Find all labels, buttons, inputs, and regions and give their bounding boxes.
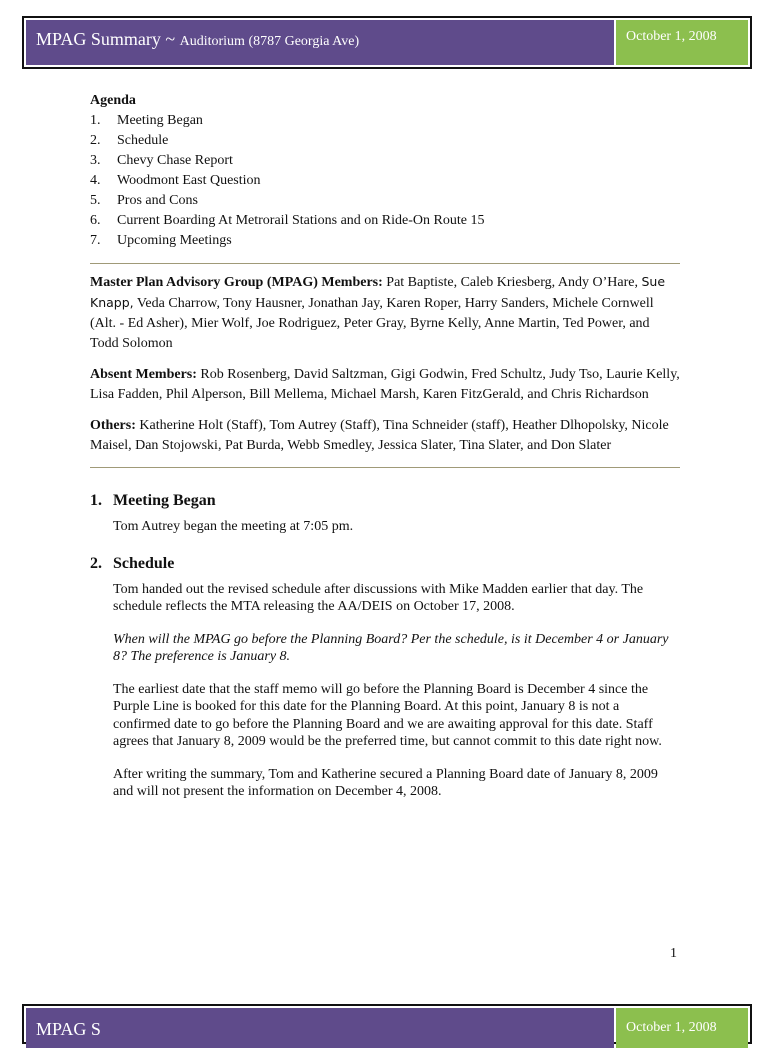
absent-members-label: Absent Members:: [90, 367, 197, 382]
agenda-item: [90, 191, 680, 211]
section-question: When will the MPAG go before the Planning Board? Per the schedule, is it December 4 or January 8? The preference is January 8.: [113, 631, 669, 664]
header-title: MPAG S: [36, 1019, 101, 1039]
section-title: Meeting Began: [113, 492, 216, 509]
section-body: [113, 581, 680, 801]
agenda-item-text: Upcoming Meetings: [117, 233, 232, 248]
section-paragraph: After writing the summary, Tom and Katherine secured a Planning Board date of January 8, 2009 and will not present the information on December 4, 2008.: [113, 766, 658, 799]
header-date-bar: [616, 1008, 748, 1048]
section-divider: [90, 467, 680, 468]
absent-members-names: Rob Rosenberg, David Saltzman, Gigi Godwin, Fred Schultz, Judy Tso, Laurie Kelly, Lisa Fadden, Phil Alperson, Bill Mellema, Michael Marsh, Karen FitzGerald, and Chris Richardson: [90, 367, 680, 402]
agenda-item-text: Chevy Chase Report: [117, 153, 233, 168]
absent-members-paragraph: [90, 365, 680, 405]
agenda-section: [90, 91, 680, 251]
header-title-bar: [26, 1008, 614, 1048]
document-body: [90, 91, 680, 801]
header-date-bar: [616, 20, 748, 65]
agenda-item-number: 3.: [90, 153, 101, 168]
section-title: Schedule: [113, 554, 175, 572]
section-paragraph: The earliest date that the staff memo will go before the Planning Board is December 4 since the Purple Line is booked for this date for the Planning Board. At this point, January 8 is not a confirmed date to go before the Planning Board and we are awaiting approval for this date. Staff agrees that January 8, 2009 would be the preferred time, but cannot commit to this date right now.: [113, 681, 662, 749]
agenda-item-number: 4.: [90, 173, 101, 188]
agenda-item: [90, 131, 680, 151]
agenda-item-text: Current Boarding At Metrorail Stations and on Ride-On Route 15: [117, 213, 485, 228]
header-title-bar: [26, 20, 614, 65]
agenda-item-text: Woodmont East Question: [117, 173, 261, 188]
agenda-item: [90, 211, 680, 231]
section-number: 2.: [90, 554, 102, 572]
others-paragraph: [90, 416, 680, 456]
agenda-item-text: Schedule: [117, 133, 169, 148]
section-schedule: [90, 554, 680, 801]
members-names-a: Pat Baptiste, Caleb Kriesberg, Andy O’Hare,: [386, 275, 638, 290]
section-body: [113, 518, 680, 536]
section-number: 1.: [90, 492, 102, 509]
section-heading: [90, 491, 680, 511]
members-names-b: Sue Knapp,: [90, 274, 666, 310]
section-meeting-began: [90, 491, 680, 536]
page-header: [22, 16, 752, 69]
next-page-header: [22, 1004, 752, 1044]
others-label: Others:: [90, 418, 136, 433]
agenda-heading: Agenda: [90, 93, 136, 108]
members-paragraph: [90, 272, 680, 354]
header-date: October 1, 2008: [626, 29, 717, 44]
header-date: October 1, 2008: [626, 1020, 717, 1035]
agenda-item-number: 2.: [90, 133, 101, 148]
agenda-list: [90, 111, 680, 251]
page-number: 1: [670, 946, 677, 961]
header-title-main: MPAG Summary ~: [36, 29, 176, 49]
header-title: [36, 28, 359, 53]
agenda-item-text: Pros and Cons: [117, 193, 198, 208]
section-heading: [90, 554, 680, 574]
agenda-item-number: 1.: [90, 113, 101, 128]
header-location: Auditorium (8787 Georgia Ave): [179, 34, 360, 49]
agenda-item: [90, 231, 680, 251]
agenda-item-number: 7.: [90, 233, 101, 248]
section-divider: [90, 263, 680, 264]
agenda-item-text: Meeting Began: [117, 113, 203, 128]
members-names-c: Veda Charrow, Tony Hausner, Jonathan Jay, Karen Roper, Harry Sanders, Michele Cornwell (Alt. - Ed Asher), Mier Wolf, Joe Rodriguez, Peter Gray, Byrne Kelly, Anne Martin, Ted Power, and Todd Solomon: [90, 296, 654, 351]
section-paragraph: Tom Autrey began the meeting at 7:05 pm.: [113, 519, 354, 534]
agenda-item: [90, 151, 680, 171]
members-label: Master Plan Advisory Group (MPAG) Members:: [90, 275, 383, 290]
agenda-item-number: 6.: [90, 213, 101, 228]
section-paragraph: Tom handed out the revised schedule after discussions with Mike Madden earlier that day. The schedule reflects the MTA releasing the AA/DEIS on October 17, 2008.: [113, 581, 644, 614]
agenda-item-number: 5.: [90, 193, 101, 208]
others-names: Katherine Holt (Staff), Tom Autrey (Staff), Tina Schneider (staff), Heather Dlhopolsky, Nicole Maisel, Dan Stojowski, Pat Burda, Webb Smedley, Jessica Slater, Tina Slater, and Don Slater: [90, 418, 669, 453]
agenda-item: [90, 171, 680, 191]
agenda-item: [90, 111, 680, 131]
